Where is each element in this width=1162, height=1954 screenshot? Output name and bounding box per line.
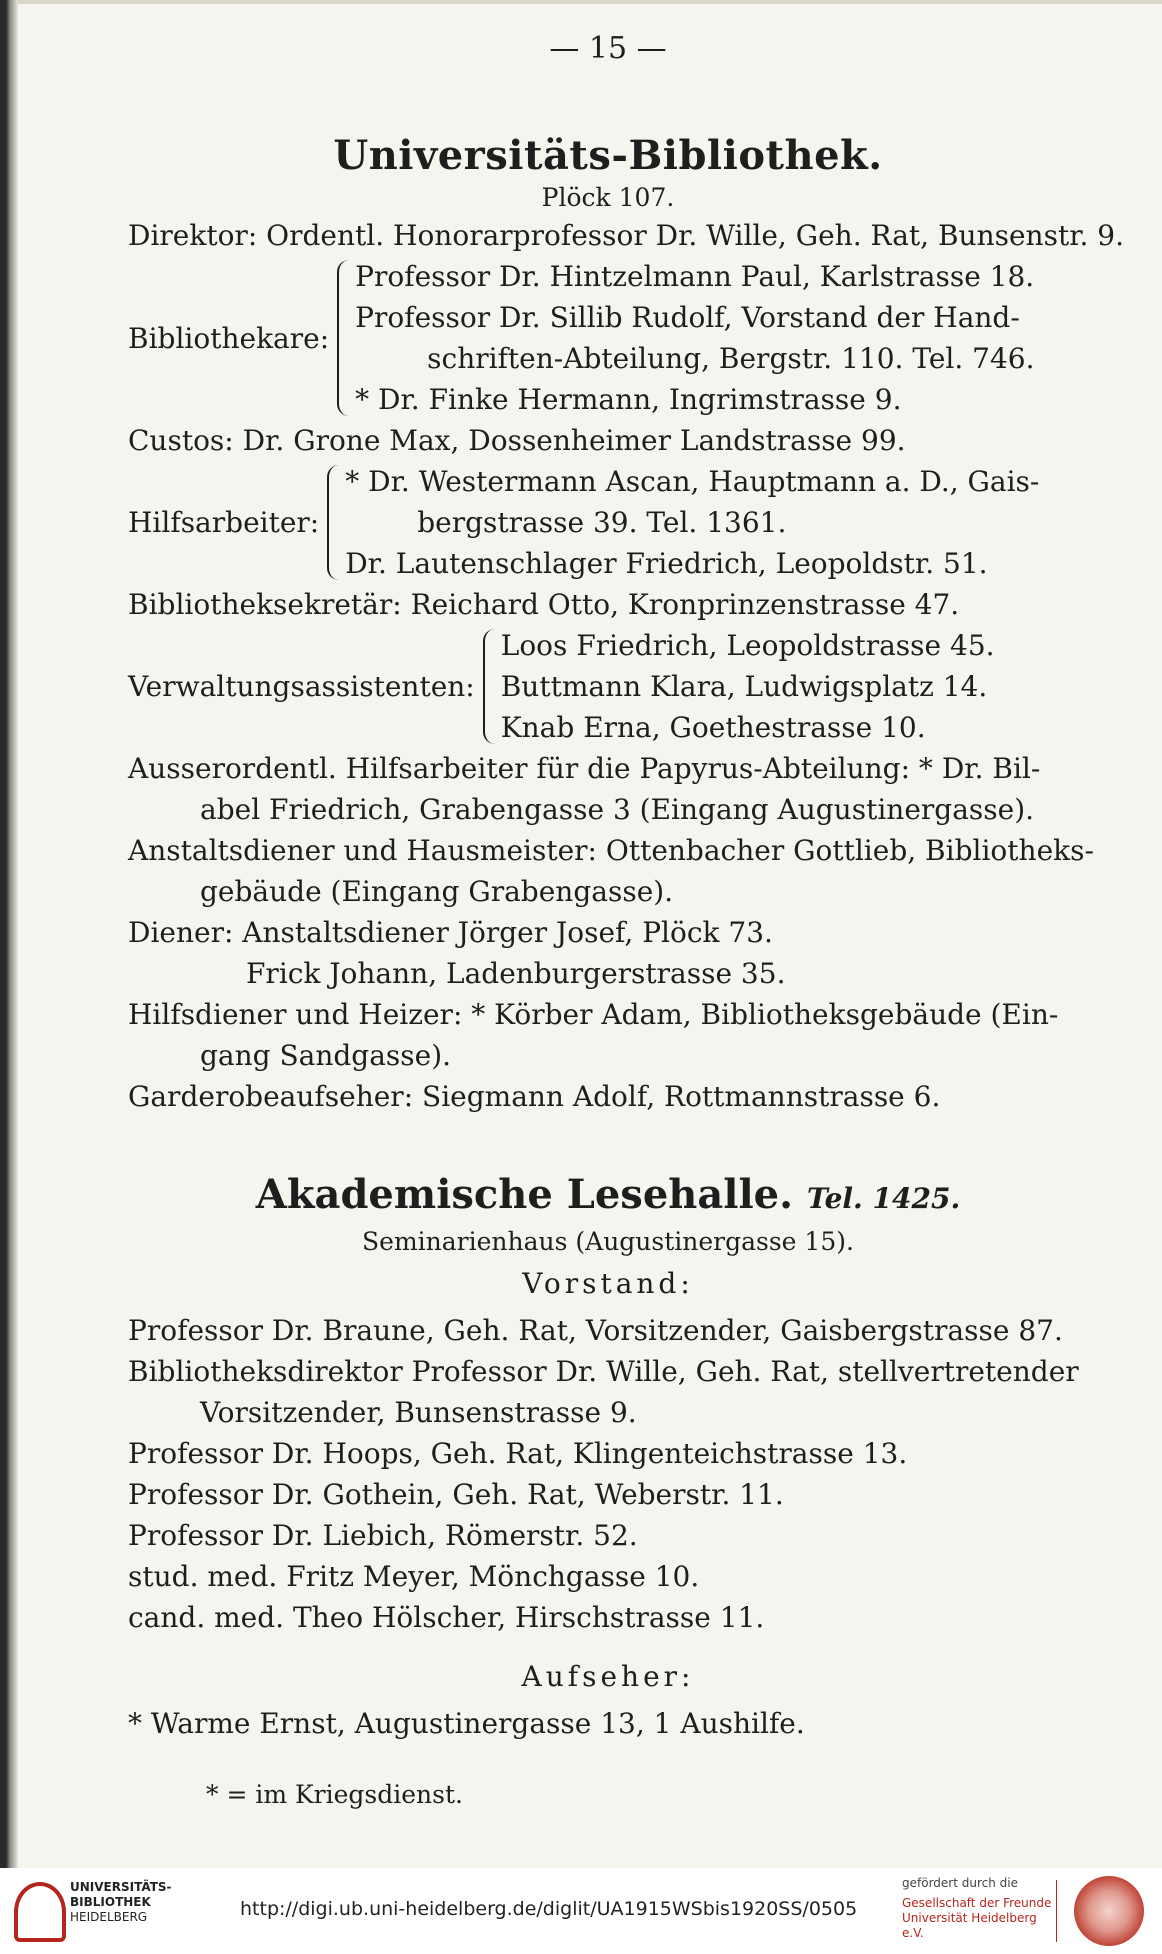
brace xyxy=(337,260,349,416)
lesehalle-tel: Tel. 1425. xyxy=(806,1182,961,1215)
university-seal-icon xyxy=(1074,1876,1144,1946)
library-title: Universitäts-Bibliothek. xyxy=(333,132,883,179)
brace xyxy=(327,465,339,580)
list-item: Professor Dr. Gothein, Geh. Rat, Weberstr. 11. xyxy=(128,1478,784,1511)
library-address: Plöck 107. xyxy=(541,183,675,212)
lesehalle-title xyxy=(128,1169,1088,1225)
brace xyxy=(483,629,495,744)
anstalt-line-cont: gebäude (Eingang Grabengasse). xyxy=(200,875,674,908)
permalink-url[interactable]: http://digi.ub.uni-heidelberg.de/diglit/UA1915WSbis1920SS/0505 xyxy=(240,1898,858,1920)
list-item: schriften-Abteilung, Bergstr. 110. Tel. 746. xyxy=(427,342,1035,375)
heizer-line-cont: gang Sandgasse). xyxy=(200,1039,452,1072)
verwaltung-group xyxy=(128,625,1088,748)
list-item: Vorsitzender, Bunsenstrasse 9. xyxy=(200,1396,637,1429)
page-border xyxy=(18,0,1162,4)
list-item: Professor Dr. Sillib Rudolf, Vorstand der Hand- xyxy=(355,301,1020,334)
bibliothekare-label: Bibliothekare: xyxy=(128,321,330,355)
verwaltung-label: Verwaltungsassistenten: xyxy=(128,670,475,703)
funded-by-label: gefördert durch die xyxy=(902,1876,1018,1890)
aufseher-heading: Aufseher: xyxy=(521,1660,695,1693)
hilfsarbeiter-label: Hilfsarbeiter: xyxy=(128,506,320,539)
sekretaer-line: Bibliotheksekretär: Reichard Otto, Kronprinzenstrasse 47. xyxy=(128,588,960,621)
library-name: UNIVERSITÄTS- BIBLIOTHEK HEIDELBERG xyxy=(70,1880,172,1924)
anstalt-line: Anstaltsdiener und Hausmeister: Ottenbacher Gottlieb, Bibliotheks- xyxy=(128,834,1094,867)
divider xyxy=(1056,1880,1057,1942)
library-logo-icon xyxy=(14,1882,66,1942)
vorstand-heading: Vorstand: xyxy=(522,1267,694,1300)
aufseher-line: * Warme Ernst, Augustinergasse 13, 1 Aushilfe. xyxy=(128,1707,805,1740)
list-item: stud. med. Fritz Meyer, Mönchgasse 10. xyxy=(128,1560,700,1593)
list-item: * Dr. Westermann Ascan, Hauptmann a. D., Gais- xyxy=(345,465,1040,498)
list-item: Professor Dr. Hintzelmann Paul, Karlstrasse 18. xyxy=(355,260,1035,293)
hilfsarbeiter-group xyxy=(128,461,1088,584)
page-number: — 15 — xyxy=(549,31,667,66)
society-name: Gesellschaft der Freunde Universität Heidelberg e.V. xyxy=(902,1896,1052,1940)
list-item: cand. med. Theo Hölscher, Hirschstrasse 11. xyxy=(128,1601,765,1634)
diener-line-cont: Frick Johann, Ladenburgerstrasse 35. xyxy=(246,957,786,990)
bibliothekare-group xyxy=(128,256,1088,420)
papyrus-line: Ausserordentl. Hilfsarbeiter für die Papyrus-Abteilung: * Dr. Bil- xyxy=(128,752,1041,785)
direktor-line: Direktor: Ordentl. Honorarprofessor Dr. Wille, Geh. Rat, Bunsenstr. 9. xyxy=(128,219,1125,252)
list-item: Knab Erna, Goethestrasse 10. xyxy=(500,711,926,744)
footer-bar xyxy=(0,1868,1162,1954)
heizer-line: Hilfsdiener und Heizer: * Körber Adam, Bibliotheksgebäude (Ein- xyxy=(128,998,1059,1031)
list-item: Professor Dr. Liebich, Römerstr. 52. xyxy=(128,1519,638,1552)
list-item: Bibliotheksdirektor Professor Dr. Wille, Geh. Rat, stellvertretender xyxy=(128,1355,1079,1388)
garderobe-line: Garderobeaufseher: Siegmann Adolf, Rottmannstrasse 6. xyxy=(128,1080,941,1113)
diener-line: Diener: Anstaltsdiener Jörger Josef, Plöck 73. xyxy=(128,916,773,949)
lesehalle-title-text: Akademische Lesehalle. xyxy=(255,1171,794,1218)
custos-line: Custos: Dr. Grone Max, Dossenheimer Landstrasse 99. xyxy=(128,424,906,457)
list-item: Loos Friedrich, Leopoldstrasse 45. xyxy=(500,629,995,662)
page-edge xyxy=(0,0,18,1954)
list-item: bergstrasse 39. Tel. 1361. xyxy=(417,506,787,539)
list-item: Professor Dr. Braune, Geh. Rat, Vorsitzender, Gaisbergstrasse 87. xyxy=(128,1314,1063,1347)
papyrus-line-cont: abel Friedrich, Grabengasse 3 (Eingang Augustinergasse). xyxy=(200,793,1035,826)
footnote: * = im Kriegsdienst. xyxy=(206,1780,463,1809)
lesehalle-address: Seminarienhaus (Augustinergasse 15). xyxy=(362,1227,854,1256)
list-item: Dr. Lautenschlager Friedrich, Leopoldstr. 51. xyxy=(345,547,988,580)
document-page xyxy=(128,28,1125,1815)
list-item: * Dr. Finke Hermann, Ingrimstrasse 9. xyxy=(355,383,902,416)
list-item: Buttmann Klara, Ludwigsplatz 14. xyxy=(500,670,988,703)
list-item: Professor Dr. Hoops, Geh. Rat, Klingenteichstrasse 13. xyxy=(128,1437,908,1470)
